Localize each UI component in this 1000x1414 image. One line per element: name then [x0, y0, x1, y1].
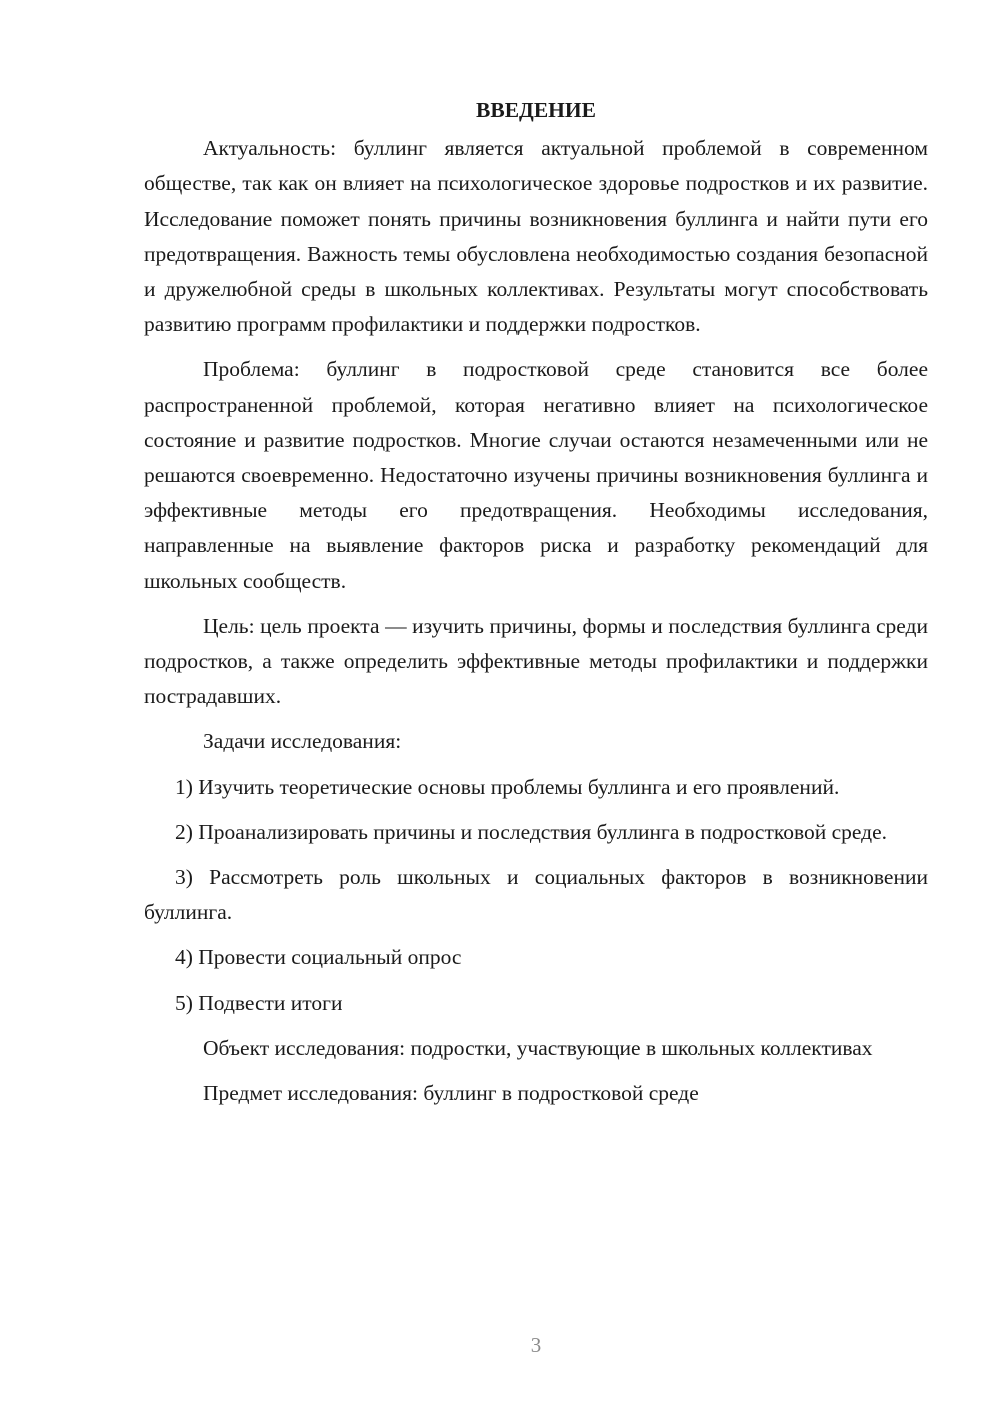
research-subject: Предмет исследования: буллинг в подростковой среде	[203, 1081, 699, 1106]
task-item-3: 3) Рассмотреть роль школьных и социальных факторов в возникновении буллинга.	[144, 865, 928, 925]
research-object: Объект исследования: подростки, участвующие в школьных коллективах	[203, 1035, 873, 1060]
task-item-4: 4) Провести социальный опрос	[175, 945, 462, 970]
page-number: 3	[530, 1333, 542, 1357]
paragraph-relevance: Актуальность: буллинг является актуальной проблемой в современном обществе, так как он влияет на психологическое здоровье подростков и их развитие. Исследование поможет понять причины возникновения буллинга и найти пути его предотвращения. Важность темы обусловлена необходимостью создания безопасной и дружелюбной среды в школьных коллективах. Результаты могут способствовать развитию программ профилактики и поддержки подростков.	[144, 136, 928, 337]
task-item-2: 2) Проанализировать причины и последствия буллинга в подростковой среде.	[175, 819, 888, 844]
section-title: ВВЕДЕНИЕ	[476, 98, 596, 122]
task-item-1: 1) Изучить теоретические основы проблемы буллинга и его проявлений.	[175, 774, 840, 799]
paragraph-problem: Проблема: буллинг в подростковой среде становится все более распространенной проблемой, которая негативно влияет на психологическое состояние и развитие подростков. Многие случаи остаются незамеченными или не решаются своевременно. Недостаточно изучены причины возникновения буллинга и эффективные методы его предотвращения. Необходимы исследования, направленные на выявление факторов риска и разработку рекомендаций для школьных сообществ.	[144, 357, 928, 593]
page-content	[144, 93, 928, 1121]
task-item-5: 5) Подвести итоги	[175, 990, 343, 1015]
tasks-heading: Задачи исследования:	[203, 729, 402, 754]
paragraph-goal: Цель: цель проекта — изучить причины, формы и последствия буллинга среди подростков, а также определить эффективные методы профилактики и поддержки пострадавших.	[144, 613, 928, 709]
